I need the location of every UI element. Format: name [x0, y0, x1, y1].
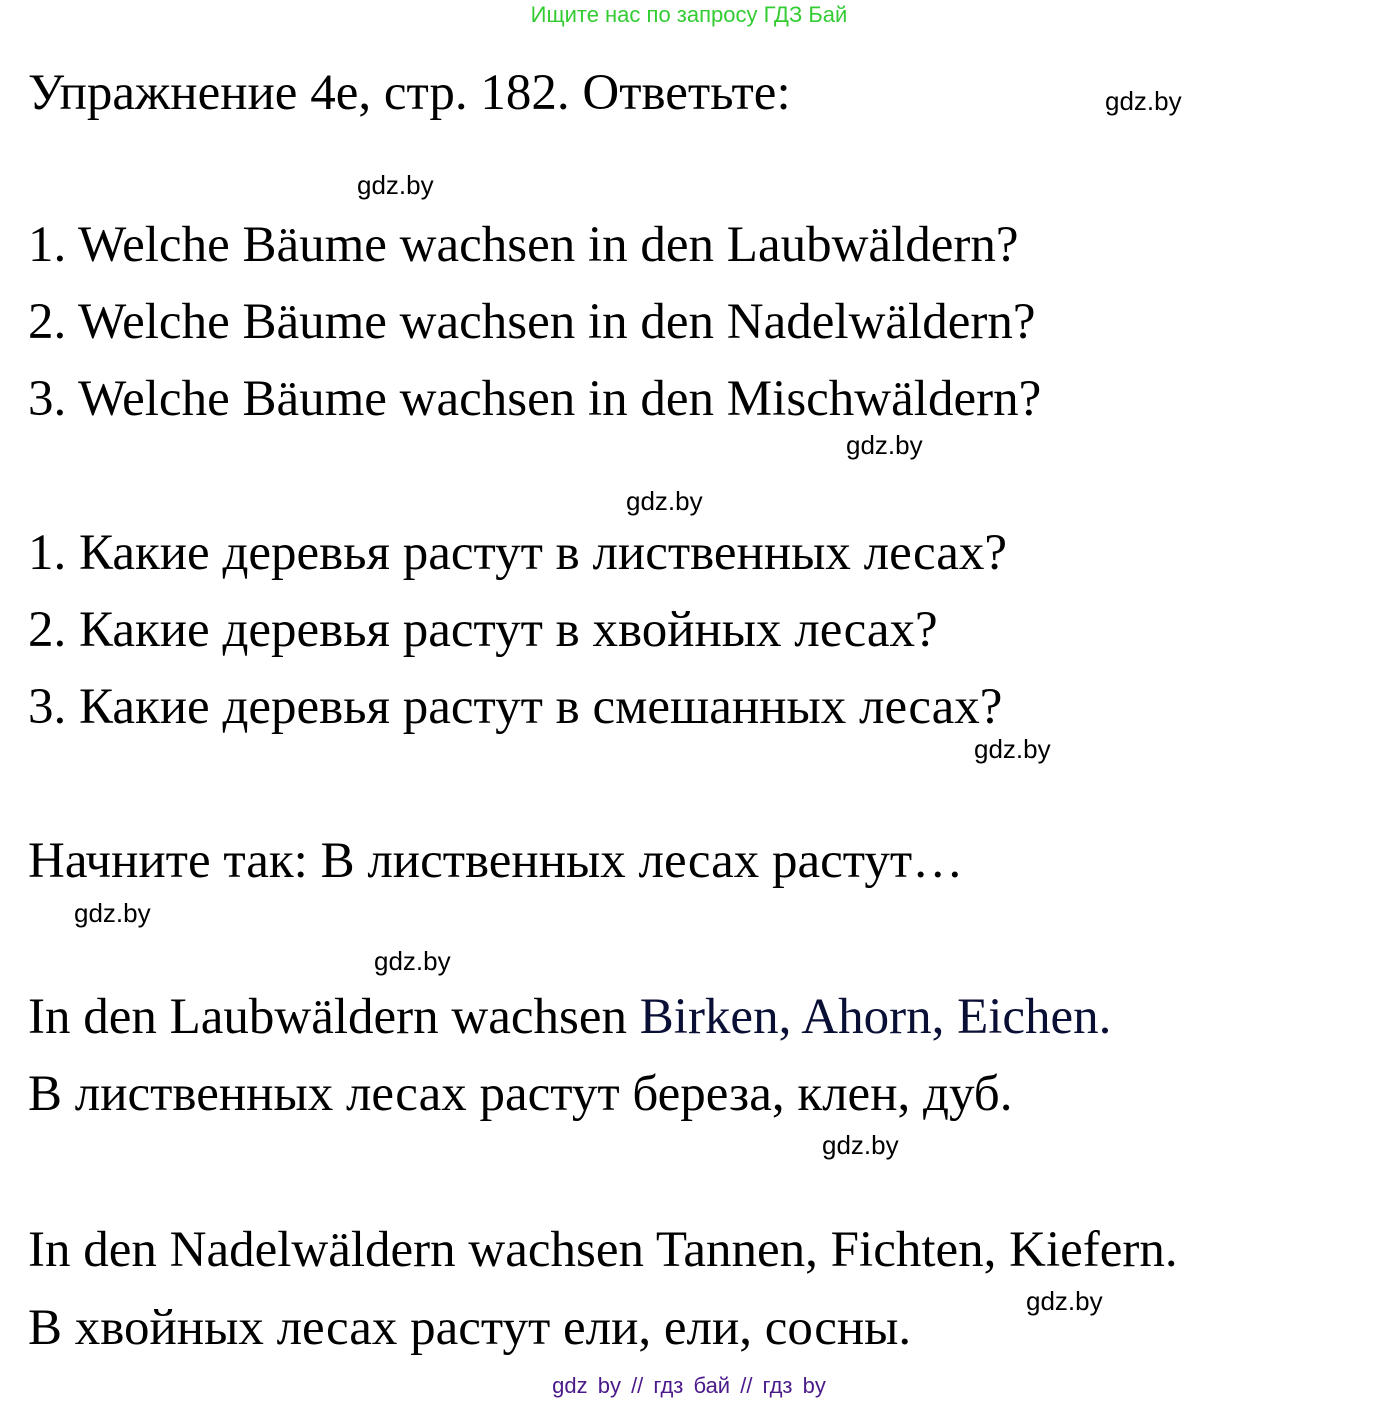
- watermark: gdz.by: [626, 486, 703, 516]
- answer1-de-trees: Birken, Ahorn, Eichen.: [639, 989, 1112, 1045]
- answer1-de-prefix: In den Laubwäldern wachsen: [28, 989, 640, 1045]
- answer1-de: [28, 989, 1112, 1045]
- watermark: gdz.by: [822, 1130, 899, 1160]
- watermark: gdz.by: [846, 430, 923, 460]
- answer2-de: In den Nadelwäldern wachsen Tannen, Fichten, Kiefern.: [28, 1222, 1178, 1278]
- watermark: gdz.by: [1026, 1286, 1103, 1316]
- question-de-2: 2. Welche Bäume wachsen in den Nadelwäldern?: [28, 294, 1036, 350]
- watermark: gdz.by: [74, 898, 151, 928]
- answer1-ru: В лиственных лесах растут береза, клен, дуб.: [28, 1066, 1013, 1122]
- exercise-title: Упражнение 4е, стр. 182. Ответьте:: [28, 65, 791, 121]
- hint-text: Начните так: В лиственных лесах растут…: [28, 833, 964, 889]
- question-de-1: 1. Welche Bäume wachsen in den Laubwäldern?: [28, 217, 1019, 273]
- question-de-3: 3. Welche Bäume wachsen in den Mischwäldern?: [28, 371, 1042, 427]
- answer2-ru: В хвойных лесах растут ели, ели, сосны.: [28, 1300, 912, 1356]
- watermark: gdz.by: [357, 170, 434, 200]
- footer-watermark: gdz by // гдз бай // гдз by: [552, 1373, 826, 1398]
- watermark: gdz.by: [374, 946, 451, 976]
- question-ru-1: 1. Какие деревья растут в лиственных лесах?: [28, 525, 1008, 581]
- question-ru-2: 2. Какие деревья растут в хвойных лесах?: [28, 602, 938, 658]
- top-banner: Ищите нас по запросу ГДЗ Бай: [530, 2, 848, 27]
- question-ru-3: 3. Какие деревья растут в смешанных лесах?: [28, 679, 1003, 735]
- watermark: gdz.by: [1105, 86, 1182, 116]
- watermark: gdz.by: [974, 734, 1051, 764]
